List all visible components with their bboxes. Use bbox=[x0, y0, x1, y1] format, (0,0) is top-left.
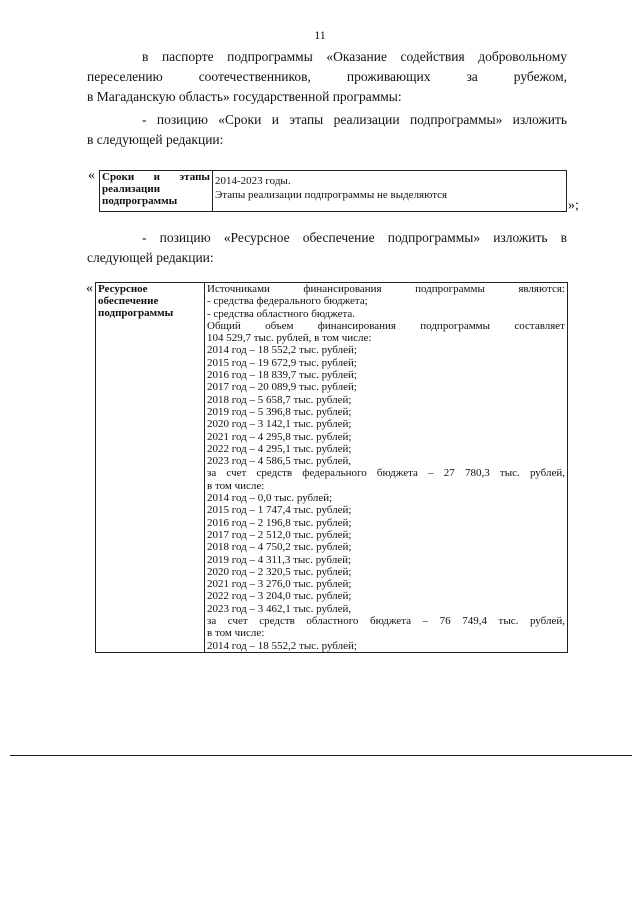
deadlines-value-line: 2014-2023 годы. bbox=[215, 175, 291, 187]
resources-value-line: 2023 год – 3 462,1 тыс. рублей, bbox=[207, 602, 352, 615]
resources-label-line: обеспечение bbox=[98, 295, 159, 307]
intro-paragraph bbox=[87, 47, 567, 107]
resources-value-line: 2018 год – 5 658,7 тыс. рублей; bbox=[207, 393, 352, 406]
resources-value-line: 104 529,7 тыс. рублей, в том числе: bbox=[207, 332, 372, 345]
resources-value-line: 2016 год – 2 196,8 тыс. рублей; bbox=[207, 516, 352, 529]
deadlines-label-line: подпрограммы bbox=[102, 195, 178, 207]
resources-value-line: - средства федерального бюджета; bbox=[207, 295, 368, 308]
resources-value-line: - средства областного бюджета. bbox=[207, 307, 356, 320]
resources-value-line: 2018 год – 4 750,2 тыс. рублей; bbox=[207, 541, 352, 554]
resources-value-line: 2016 год – 18 839,7 тыс. рублей; bbox=[207, 369, 357, 382]
resources-value-line: 2014 год – 18 552,2 тыс. рублей; bbox=[207, 639, 357, 652]
resources-label-cell bbox=[96, 283, 205, 653]
item2-paragraph bbox=[87, 228, 567, 268]
deadlines-label-cell bbox=[100, 171, 213, 212]
table1-quote-open: « bbox=[88, 168, 95, 183]
intro-line: в паспорте подпрограммы «Оказание содействия добровольному bbox=[142, 49, 567, 64]
deadlines-label-line: реализации bbox=[102, 183, 161, 195]
deadlines-value-cell bbox=[213, 171, 567, 212]
resources-value-line: Источниками финансирования подпрограммы являются: bbox=[207, 283, 565, 295]
resources-value-line: 2022 год – 4 295,1 тыс. рублей; bbox=[207, 442, 352, 455]
resources-value-line: 2017 год – 20 089,9 тыс. рублей; bbox=[207, 381, 357, 394]
resources-value-line: Общий объем финансирования подпрограммы составляет bbox=[207, 319, 565, 332]
resources-value-line: 2023 год – 4 586,5 тыс. рублей, bbox=[207, 455, 352, 468]
resources-value-line: 2019 год – 5 396,8 тыс. рублей; bbox=[207, 405, 352, 418]
deadlines-value-line: Этапы реализации подпрограммы не выделяются bbox=[215, 189, 448, 201]
resources-value-line: за счет средств областного бюджета – 76 749,4 тыс. рублей, bbox=[207, 615, 565, 628]
resources-value-line: 2021 год – 4 295,8 тыс. рублей; bbox=[207, 430, 352, 443]
resources-label-line: подпрограммы bbox=[98, 307, 174, 319]
intro-line: в Магаданскую область» государственной программы: bbox=[87, 89, 402, 104]
footer-divider bbox=[10, 755, 632, 756]
table2-quote-open: « bbox=[86, 281, 93, 296]
page-number: 11 bbox=[314, 28, 326, 42]
item2-line: - позицию «Ресурсное обеспечение подпрограммы» изложить в bbox=[142, 230, 567, 245]
intro-line: переселению соотечественников, проживающих за рубежом, bbox=[87, 69, 567, 84]
resources-value-line: 2015 год – 1 747,4 тыс. рублей; bbox=[207, 504, 352, 517]
resources-value-line: 2020 год – 2 320,5 тыс. рублей; bbox=[207, 565, 352, 578]
resources-value-line: в том числе: bbox=[207, 479, 265, 492]
resources-value-line: 2014 год – 0,0 тыс. рублей; bbox=[207, 492, 333, 505]
resources-value-line: 2020 год – 3 142,1 тыс. рублей; bbox=[207, 418, 352, 431]
table1-quote-close: »; bbox=[568, 198, 579, 213]
resources-value-line: 2021 год – 3 276,0 тыс. рублей; bbox=[207, 578, 352, 591]
resources-value-cell bbox=[205, 283, 568, 653]
resources-value-line: 2015 год – 19 672,9 тыс. рублей; bbox=[207, 356, 357, 369]
resources-value-line: 2019 год – 4 311,3 тыс. рублей; bbox=[207, 553, 352, 566]
resources-value-line: 2014 год – 18 552,2 тыс. рублей; bbox=[207, 344, 357, 357]
resources-value-line: 2017 год – 2 512,0 тыс. рублей; bbox=[207, 528, 352, 541]
resources-table bbox=[95, 282, 568, 653]
resources-value-line: 2022 год – 3 204,0 тыс. рублей; bbox=[207, 590, 352, 603]
item1-paragraph bbox=[87, 110, 567, 150]
item1-line: - позицию «Сроки и этапы реализации подпрограммы» изложить bbox=[142, 112, 567, 127]
resources-value-line: за счет средств федерального бюджета – 27 780,3 тыс. рублей, bbox=[207, 467, 565, 480]
resources-label-line: Ресурсное bbox=[98, 283, 148, 295]
item2-line: следующей редакции: bbox=[87, 250, 214, 265]
resources-value-line: в том числе: bbox=[207, 627, 265, 640]
deadlines-label-line: Сроки и этапы bbox=[102, 171, 210, 183]
deadlines-table bbox=[99, 170, 567, 212]
item1-line: в следующей редакции: bbox=[87, 132, 224, 147]
